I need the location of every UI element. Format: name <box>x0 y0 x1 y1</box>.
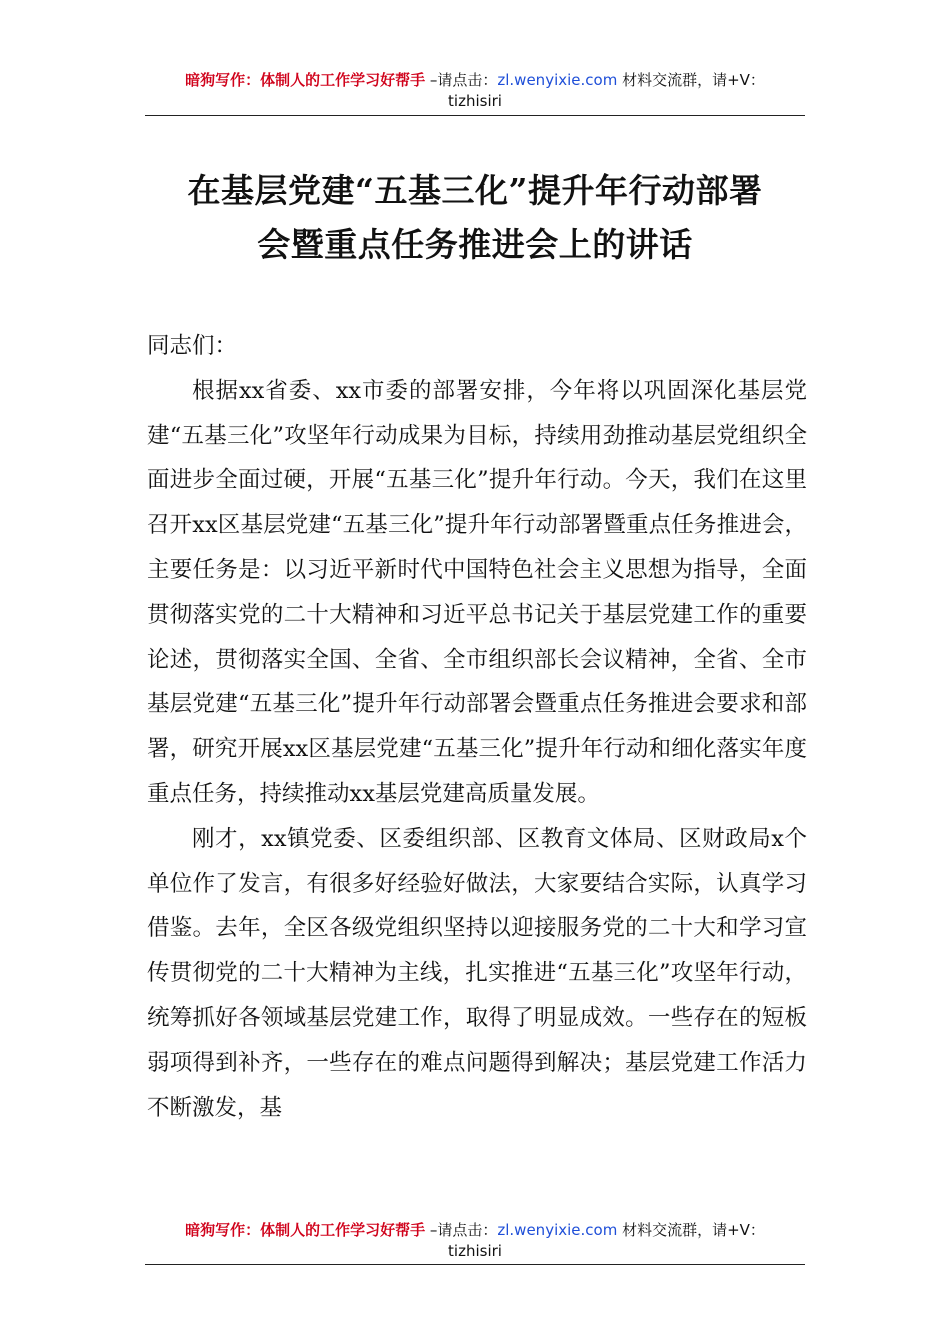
salutation: 同志们： <box>147 333 238 359</box>
document-body <box>147 324 807 1130</box>
footer-brand-text: 暗狗写作：体制人的工作学习好帮手 <box>185 1221 426 1239</box>
footer-banner <box>145 1220 805 1262</box>
header-suffix-text: 材料交流群，请+V： <box>617 71 765 89</box>
title-line-2: 会暨重点任务推进会上的讲话 <box>257 225 693 264</box>
header-prefix-text: –请点击： <box>425 71 498 89</box>
footer-wechat-id: tizhisiri <box>448 1242 502 1260</box>
title-line-1: 在基层党建“五基三化”提升年行动部署 <box>187 171 763 210</box>
footer-prefix-text: –请点击： <box>425 1221 498 1239</box>
footer-divider <box>145 1264 805 1265</box>
document-title <box>145 164 805 272</box>
paragraph-1: 根据xx省委、xx市委的部署安排，今年将以巩固深化基层党建“五基三化”攻坚年行动成果为目标，持续用劲推动基层党组织全面进步全面过硬，开展“五基三化”提升年行动。今天，我们在这里召开xx区基层党建“五基三化”提升年行动部署暨重点任务推进会，主要任务是：以习近平新时代中国特色社会主义思想为指导，全面贯彻落实党的二十大精神和习近平总书记关于基层党建工作的重要论述，贯彻落实全国、全省、全市组织部长会议精神，全省、全市基层党建“五基三化”提升年行动部署会暨重点任务推进会要求和部署，研究开展xx区基层党建“五基三化”提升年行动和细化落实年度重点任务，持续推动xx基层党建高质量发展。 <box>147 377 807 807</box>
header-divider <box>145 115 805 116</box>
header-link[interactable]: zl.wenyixie.com <box>497 71 618 89</box>
header-wechat-id: tizhisiri <box>448 92 502 110</box>
header-brand-text: 暗狗写作：体制人的工作学习好帮手 <box>185 71 426 89</box>
header-banner <box>145 70 805 112</box>
paragraph-2: 刚才，xx镇党委、区委组织部、区教育文体局、区财政局x个单位作了发言，有很多好经验好做法，大家要结合实际，认真学习借鉴。去年，全区各级党组织坚持以迎接服务党的二十大和学习宣传贯彻党的二十大精神为主线，扎实推进“五基三化”攻坚年行动，统筹抓好各领域基层党建工作，取得了明显成效。一些存在的短板弱项得到补齐，一些存在的难点问题得到解决；基层党建工作活力不断激发，基 <box>147 825 807 1121</box>
footer-link[interactable]: zl.wenyixie.com <box>497 1221 618 1239</box>
footer-suffix-text: 材料交流群，请+V： <box>617 1221 765 1239</box>
